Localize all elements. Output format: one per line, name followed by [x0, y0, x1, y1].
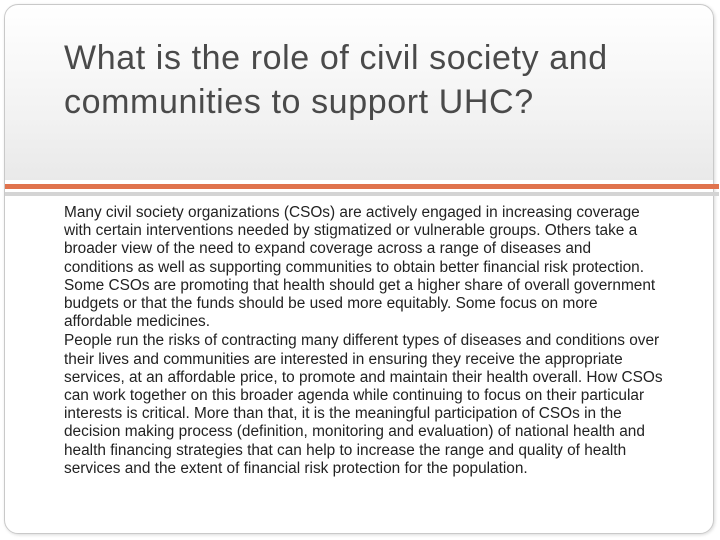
- body-paragraph-2: People run the risks of contracting many different types of diseases and conditions over their lives and communities are interested in ensuring they receive the appropriate services, at an affordable price, to promote and maintain their health overall. How CSOs can work together on this broader agenda while continuing to focus on their particular interests is critical. More than that, it is the meaningful participation of CSOs in the decision making process (definition, monitoring and evaluation) of national health and health financing strategies that can help to increase the range and quality of health services and the extent of financial risk protection for the population.: [64, 332, 663, 477]
- slide-title: What is the role of civil society and communities to support UHC?: [64, 39, 608, 121]
- title-secondary-rule: [5, 192, 719, 196]
- body-paragraph-1: Many civil society organizations (CSOs) are actively engaged in increasing coverage with certain interventions needed by stigmatized or vulnerable groups. Others take a broader view of the need to expand coverage across a range of diseases and conditions as well as supporting communities to obtain better financial risk protection. Some CSOs are promoting that health should get a higher share of overall government budgets or that the funds should be used more equitably. Some focus on more affordable medicines.: [64, 204, 656, 331]
- slide-body: [64, 204, 664, 479]
- title-accent-rule: [5, 184, 719, 189]
